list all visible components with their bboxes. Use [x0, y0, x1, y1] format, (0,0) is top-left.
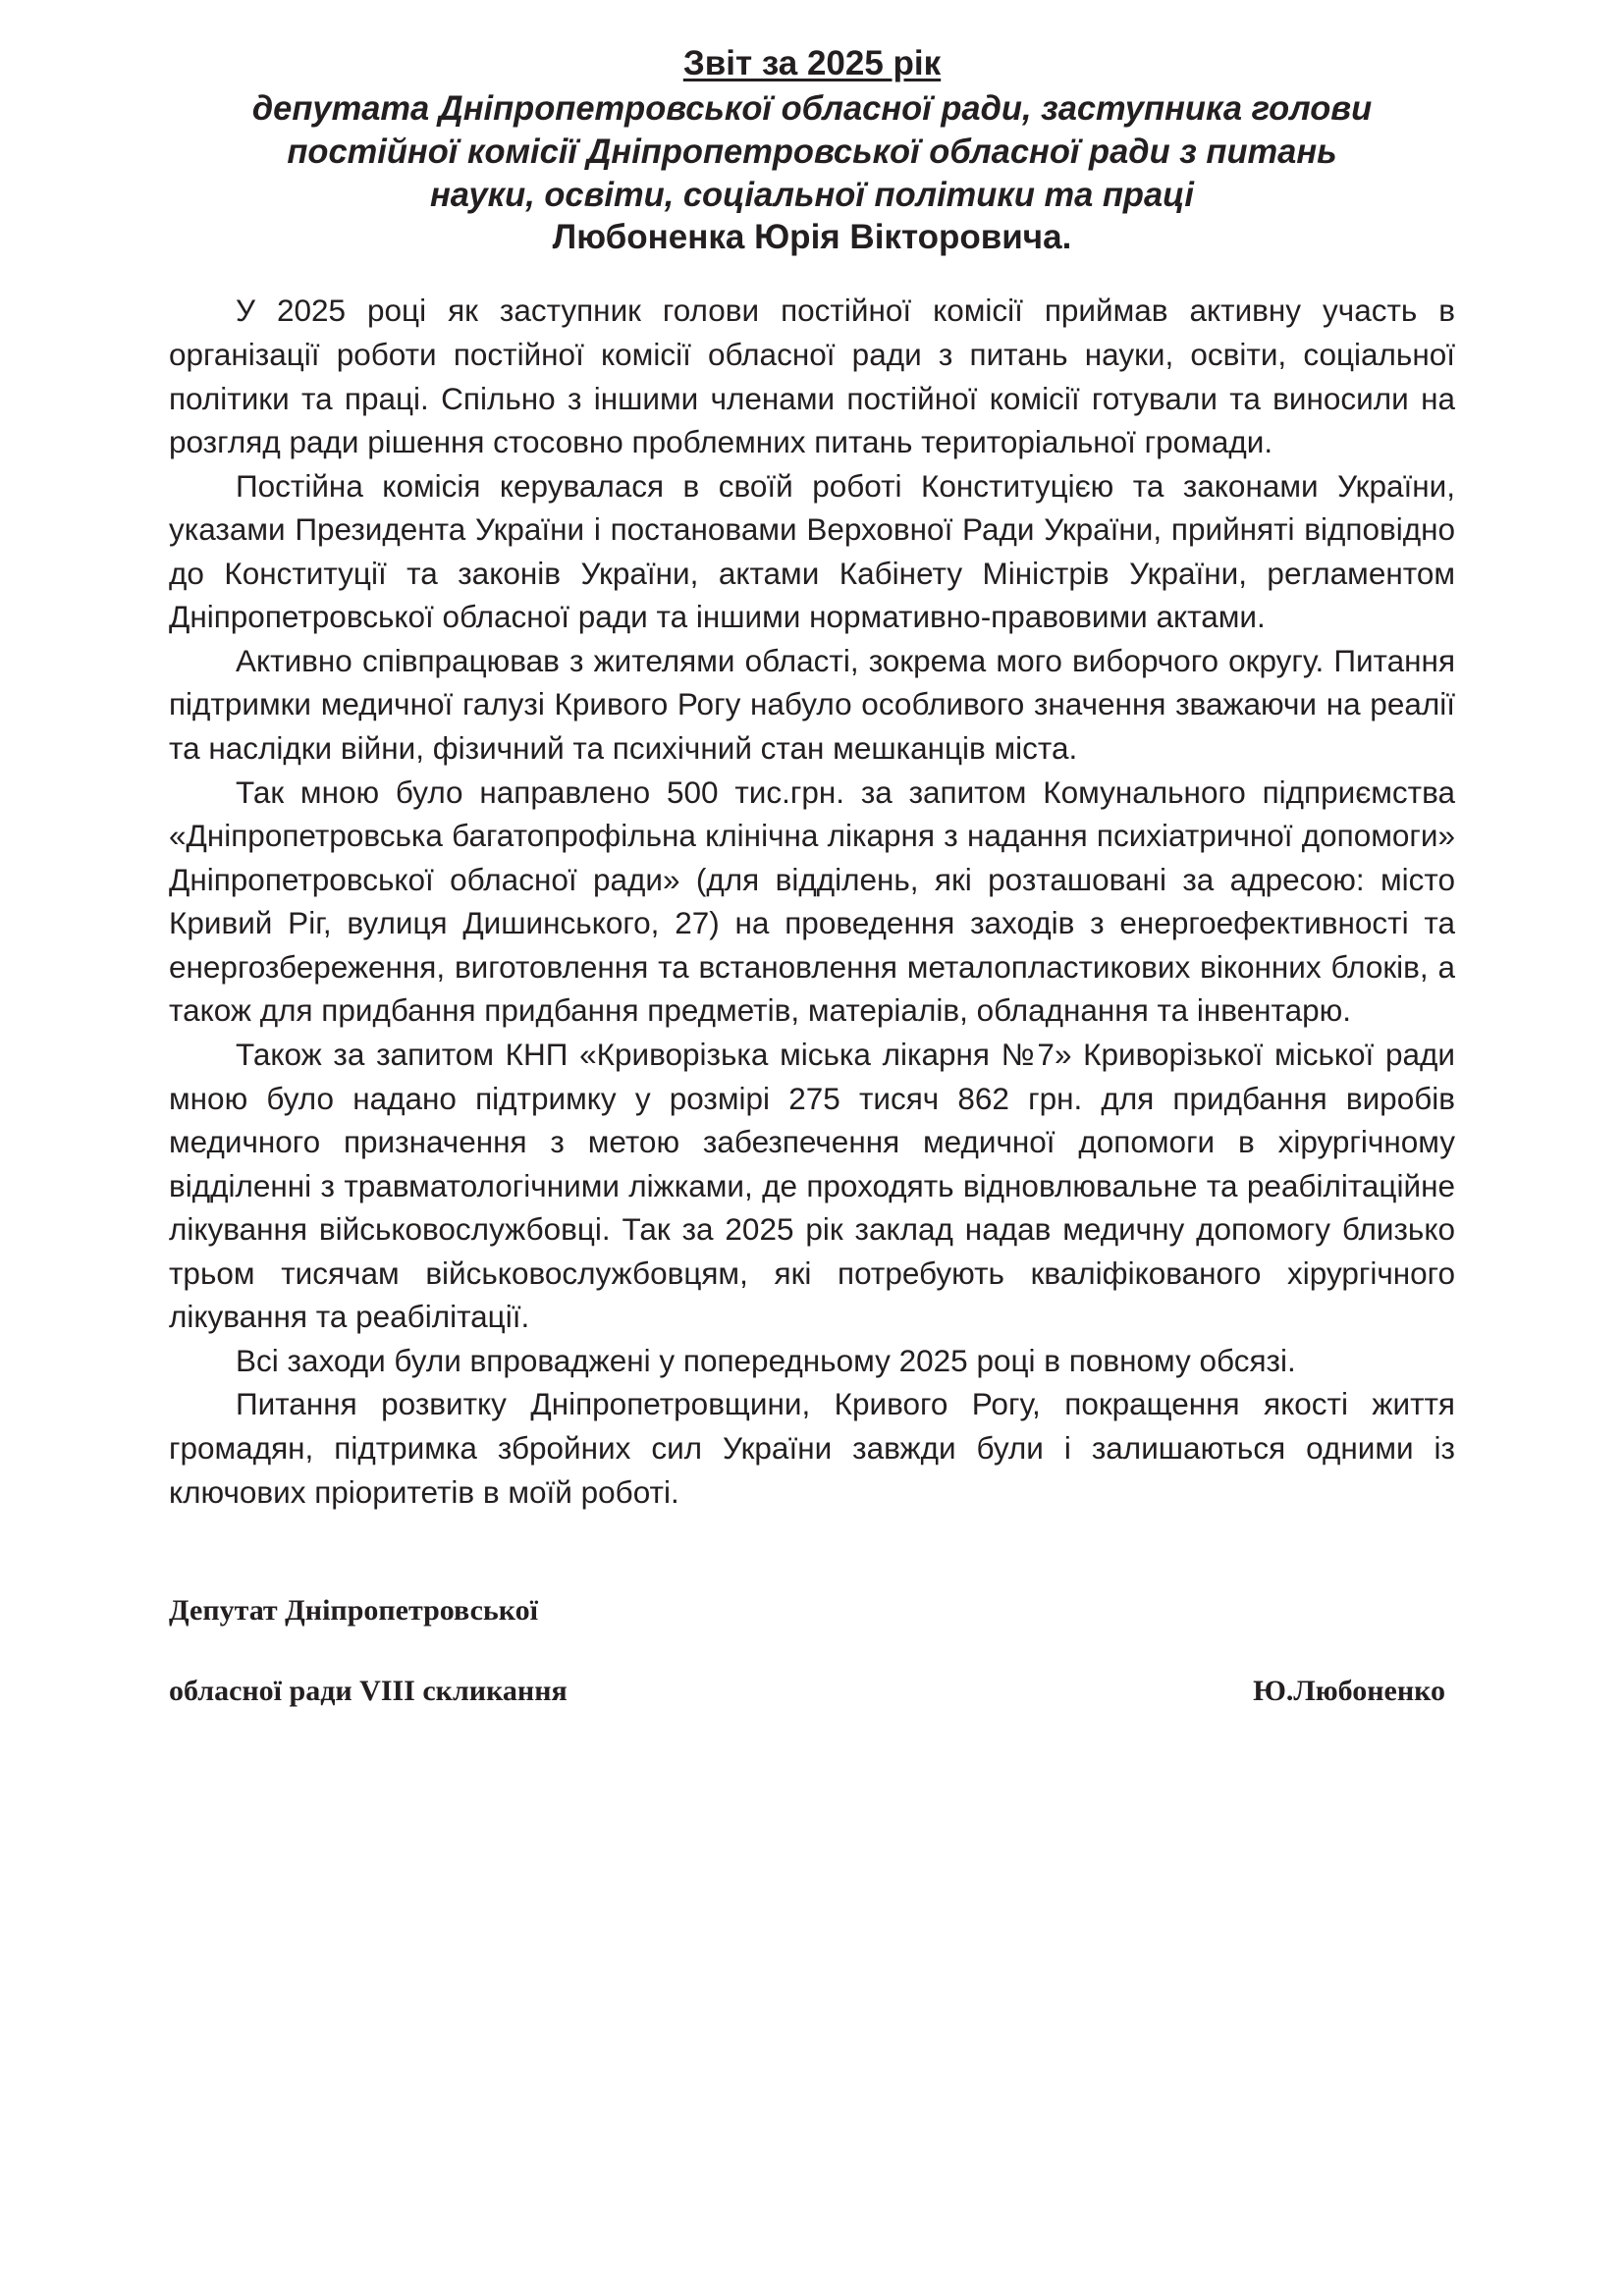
signature-title-line: Депутат Дніпропетровської: [169, 1594, 539, 1628]
body-paragraph: Питання розвитку Дніпропетровщини, Кривого Рогу, покращення якості життя громадян, підтримка збройних сил України завжди були і залишаються одними із ключових пріоритетів в моїй роботі.: [169, 1386, 1455, 1510]
document-subtitle-line-1: депутата Дніпропетровської обласної ради, заступника голови: [251, 88, 1373, 128]
document-subtitle-line-2: постійної комісії Дніпропетровської обласної ради з питань: [287, 132, 1337, 171]
body-paragraph: Так мною було направлено 500 тис.грн. за запитом Комунального підприємства «Дніпропетровська багатопрофільна клінічна лікарня з надання психіатричної допомоги» Дніпропетровської обласної ради» (для відділень, які розташовані за адресою: місто Кривий Ріг, вулиця Дишинського, 27) на проведення заходів з енергоефективності та енергозбереження, виготовлення та встановлення металопластикових віконних блоків, а також для придбання придбання предметів, матеріалів, обладнання та інвентарю.: [169, 774, 1455, 1029]
body-paragraph: Активно співпрацював з жителями області, зокрема мого виборчого округу. Питання підтримки медичної галузі Кривого Рогу набуло особливого значення зважаючи на реалії та наслідки війни, фізичний та психічний стан мешканців міста.: [169, 642, 1455, 766]
body-paragraph: У 2025 році як заступник голови постійної комісії приймав активну участь в організації роботи постійної комісії обласної ради з питань науки, освіти, соціальної політики та праці. Спільно з іншими членами постійної комісії готували та виносили на розгляд ради рішення стосовно проблемних питань територіальної громади.: [169, 293, 1455, 460]
document-subtitle-line-3: науки, освіти, соціальної політики та праці: [429, 175, 1195, 214]
page-title: Звіт за 2025 рік: [682, 44, 942, 82]
body-paragraph: Всі заходи були впроваджені у попередньому 2025 році в повному обсязі.: [236, 1342, 1296, 1378]
signature-block: [169, 1596, 1455, 1706]
document-body: [169, 289, 1455, 1514]
signature-row: [169, 1677, 1455, 1706]
body-paragraph: Також за запитом КНП «Криворізька міська лікарня №7» Криворізької міської ради мною було надано підтримку у розмірі 275 тисяч 862 грн. для придбання виробів медичного призначення з метою забезпечення медичної допомоги в хірургічному відділенні з травматологічними ліжками, де проходять відновлювальне та реабілітаційне лікування військовослужбовці. Так за 2025 рік заклад надав медичну допомогу близько трьом тисячам військовослужбовцям, які потребують кваліфікованого хірургічного лікування та реабілітації.: [169, 1036, 1455, 1335]
signature-role: обласної ради VIII скликання: [169, 1675, 568, 1708]
document-author-name: Любоненка Юрія Вікторовича.: [552, 218, 1072, 257]
document-title-block: [169, 43, 1455, 259]
signature-name: Ю.Любоненко: [1253, 1675, 1445, 1708]
body-paragraph: Постійна комісія керувалася в своїй роботі Конституцією та законами України, указами Президента України і постановами Верховної Ради України, прийняті відповідно до Конституції та законів України, актами Кабінету Міністрів України, регламентом Дніпропетровської обласної ради та іншими нормативно-правовими актами.: [169, 467, 1455, 635]
